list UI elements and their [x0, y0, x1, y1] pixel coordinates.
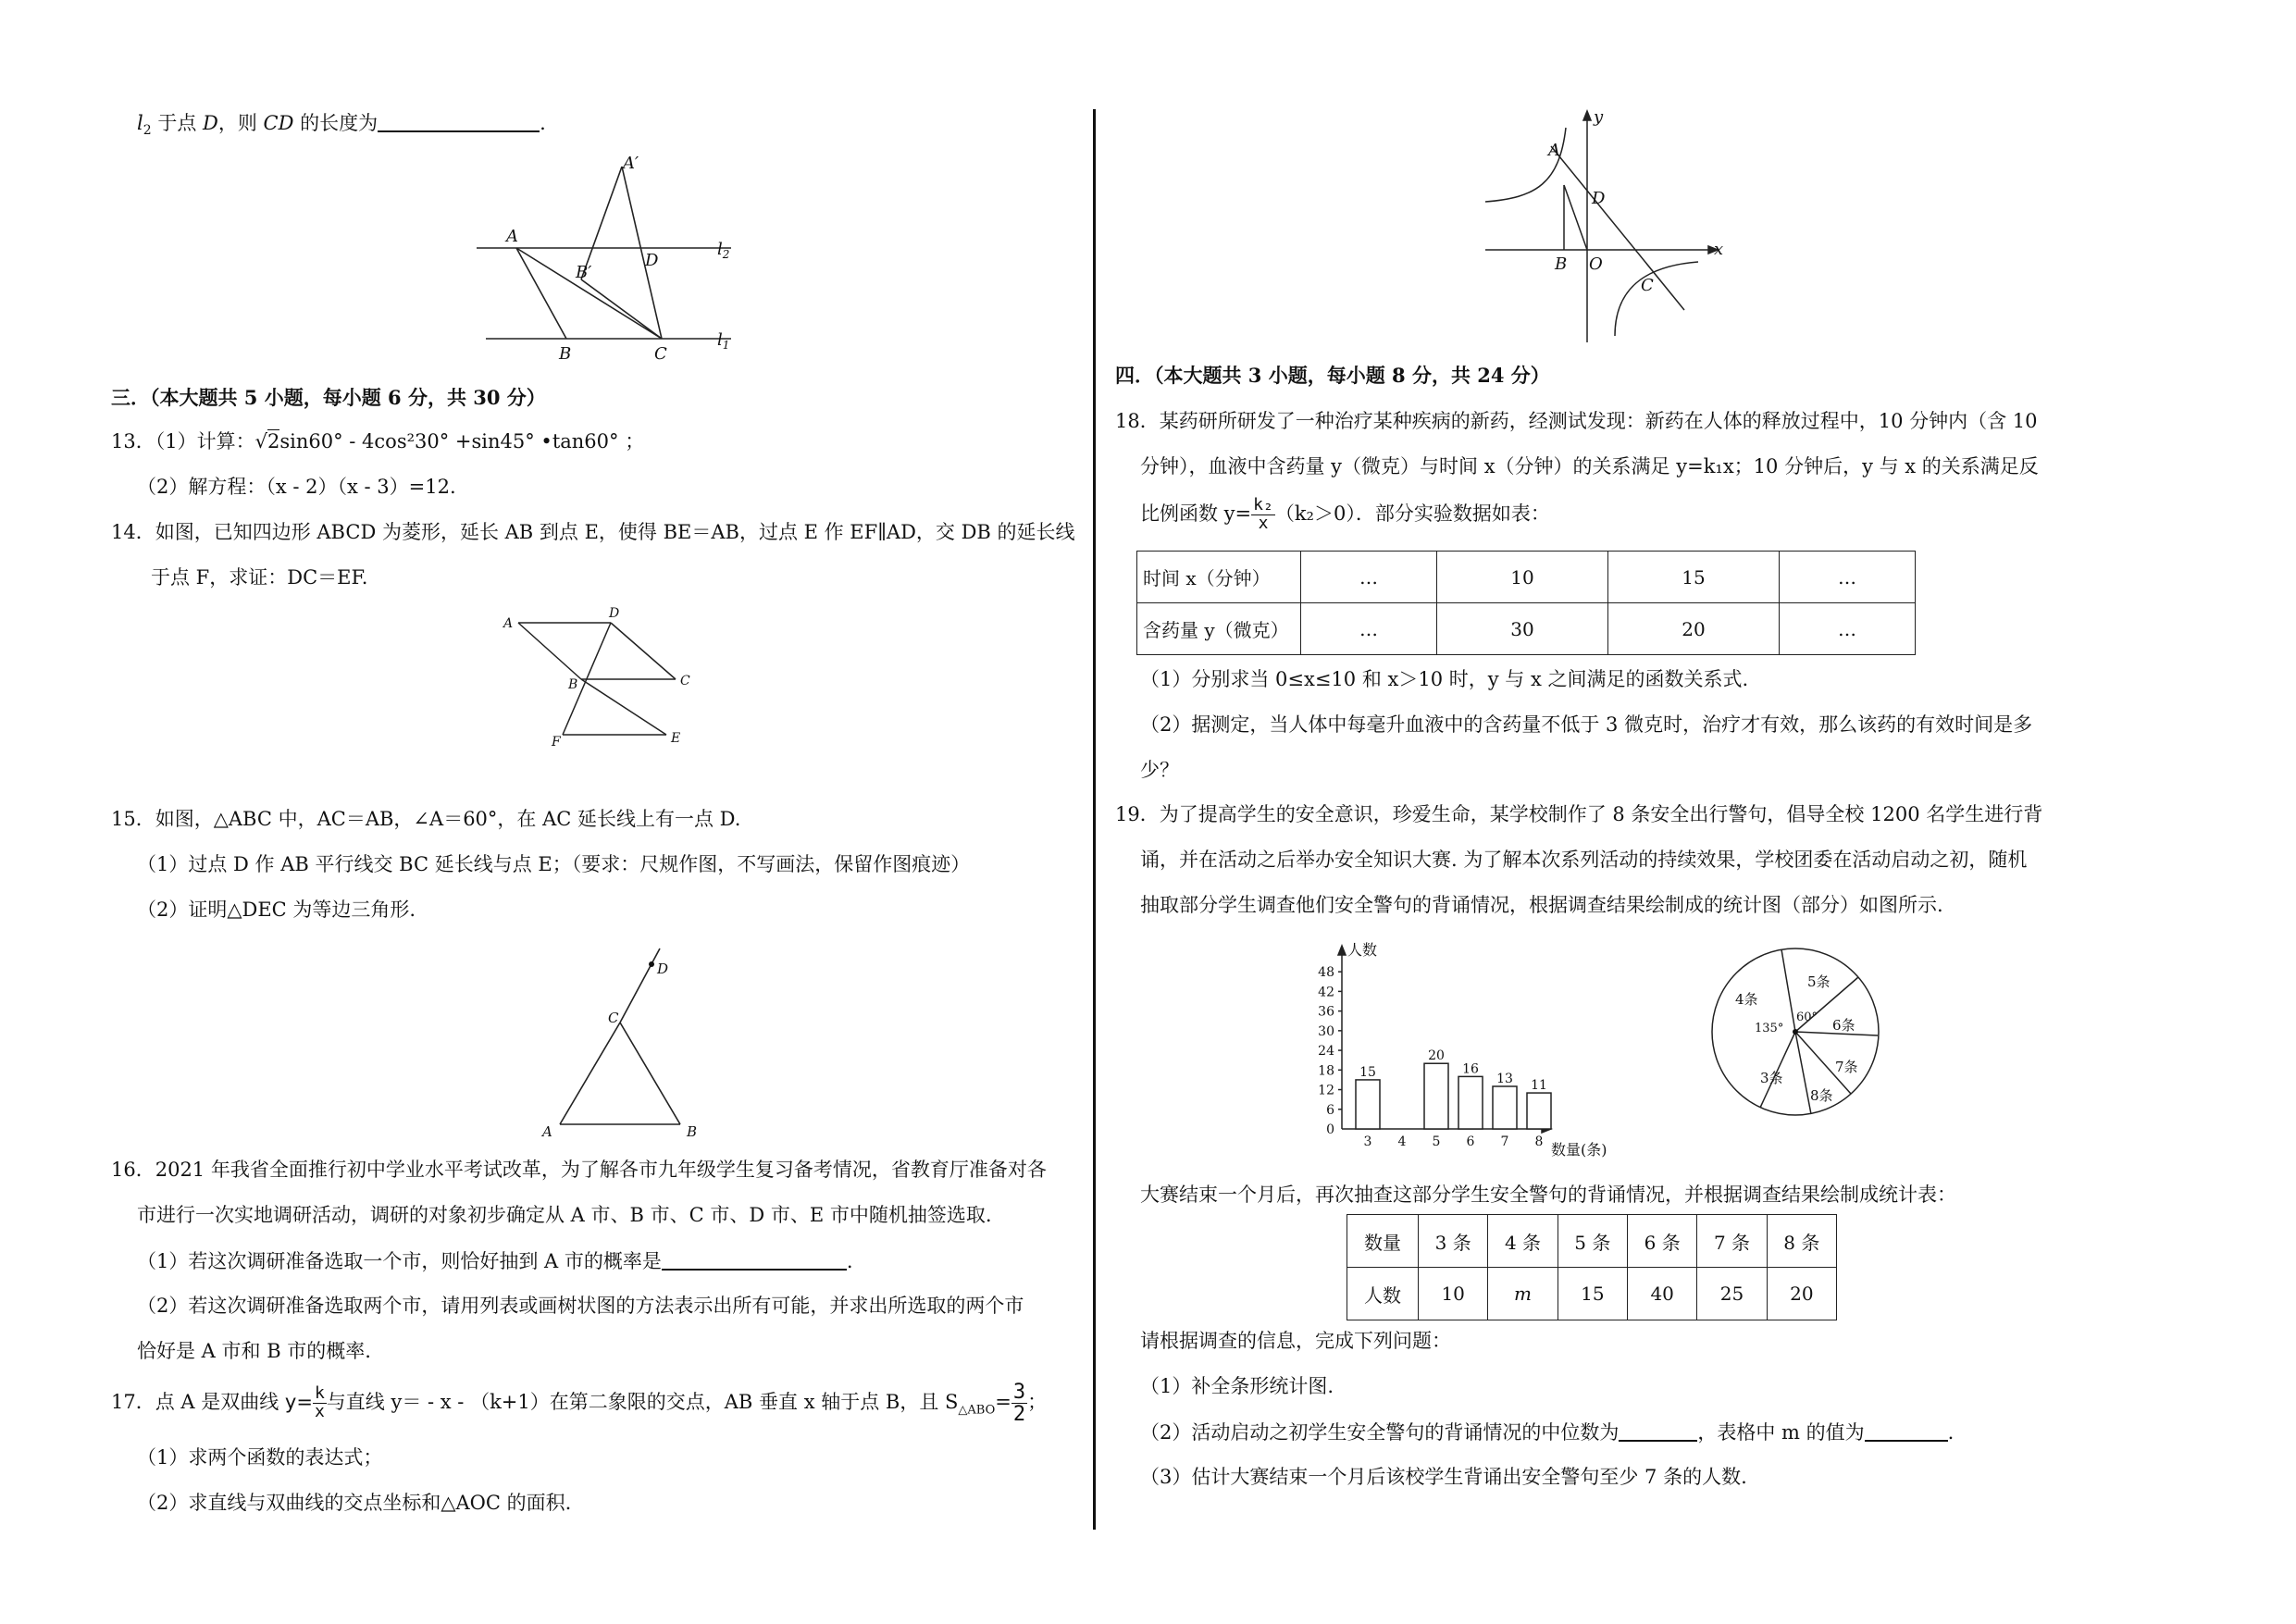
q19-after-chart: 大赛结束一个月后，再次抽查这部分学生安全警句的背诵情况，并根据调查结果绘制成统计表： [1140, 1184, 1956, 1206]
fraction-k-over-x: $\frac{k}{x}$ [314, 1383, 325, 1422]
bar [1356, 1080, 1380, 1129]
svg-text:A: A [506, 227, 518, 246]
q12-tail: $l_2$ 于点 D，则 CD 的长度为 . [137, 112, 546, 139]
pie-label-7: 7条 [1835, 1059, 1858, 1075]
svg-text:D: D [645, 251, 659, 270]
svg-text:D: D [657, 961, 669, 977]
q18-part2-line1: （2）据测定，当人体中每毫升血液中的含药量不低于 3 微克时，治疗才有效，那么该药的有效时间是多 [1140, 713, 2033, 736]
q19-part2: （2）活动启动之初学生安全警句的背诵情况的中位数为 ，表格中 m 的值为 . [1140, 1421, 1955, 1444]
x-tick-label: 8 [1534, 1134, 1544, 1149]
svg-text:B′: B′ [576, 263, 592, 282]
svg-text:F: F [552, 735, 561, 750]
q18-line2: 分钟），血液中含药量 y（微克）与时间 x（分钟）的关系满足 y=k₁x；10 分钟后，y 与 x 的关系满足反 [1140, 455, 2039, 477]
figure-q15 [537, 939, 722, 1138]
q15-part1: （1）过点 D 作 AB 平行线交 BC 延长线与点 E；（要求：尺规作图，不写画法，保留作图痕迹） [137, 853, 971, 875]
q19-instructions: 请根据调查的信息，完成下列问题： [1140, 1330, 1451, 1352]
sqrt-symbol: √ [254, 430, 267, 452]
answer-blank-12[interactable] [378, 111, 540, 132]
table-row: 时间 x（分钟） … 10 15 … [1137, 552, 1916, 603]
svg-text:A: A [542, 1123, 552, 1140]
figure-q14 [500, 601, 713, 750]
q18-data-table [1136, 551, 1916, 655]
q18-line1: 18．某药研所研发了一种治疗某种疾病的新药，经测试发现：新药在人体的释放过程中，10 分钟内（含 10 [1115, 410, 2038, 432]
svg-text:y: y [1594, 107, 1604, 127]
y-axis-arrow-icon [1338, 946, 1346, 955]
svg-text:D: D [1592, 189, 1606, 208]
q19-part3: （3）估计大赛结束一个月后该校学生背诵出安全警句至少 7 条的人数. [1140, 1466, 1747, 1488]
point-d [649, 961, 654, 967]
figure-q17 [1481, 109, 1731, 345]
pie-angle-60: 60° [1796, 1010, 1818, 1024]
table-row: 含药量 y（微克） … 30 20 … [1137, 603, 1916, 655]
y-tick-label: 12 [1318, 1083, 1334, 1098]
svg-text:B: B [559, 344, 572, 364]
pie-label-4: 4条 [1735, 991, 1758, 1008]
svg-text:A: A [1548, 141, 1560, 160]
svg-text:x: x [1714, 240, 1724, 259]
svg-text:l2: $l_2$ [717, 240, 730, 261]
y-tick-label: 18 [1318, 1063, 1334, 1079]
x-axis-label: 数量(条) [1551, 1141, 1607, 1159]
x-tick-label: 5 [1432, 1134, 1441, 1149]
bar-value-label: 11 [1531, 1078, 1547, 1094]
q16-part2-line2: 恰好是 A 市和 B 市的概率. [137, 1340, 371, 1362]
x-tick-label: 3 [1363, 1134, 1372, 1149]
svg-text:B: B [1555, 254, 1568, 274]
pie-label-6: 6条 [1832, 1017, 1855, 1034]
svg-text:C: C [608, 1010, 619, 1026]
q15-part2: （2）证明△DEC 为等边三角形. [137, 899, 416, 921]
pie-label-3: 3条 [1760, 1070, 1783, 1086]
pie-angle-135: 135° [1755, 1022, 1784, 1035]
q19-part1: （1）补全条形统计图. [1140, 1375, 1334, 1397]
svg-text:B: B [687, 1123, 698, 1140]
q16-line1: 16．2021 年我省全面推行初中学业水平考试改革，为了解各市九年级学生复习备考情况，省教育厅准备对各 [111, 1159, 1047, 1181]
y-tick-label: 48 [1318, 965, 1334, 981]
svg-text:l1: $l_1$ [717, 330, 730, 352]
bar [1424, 1063, 1448, 1129]
bar-value-label: 20 [1428, 1048, 1445, 1064]
q17-stem: 17．点 A 是双曲线 y= $\frac{k}{x}$ 与直线 y＝ - x - （k+1）在第二象限的交点，AB 垂直 x 轴于点 B，且 $S_{\triangle ABO}=$ $\frac{3}{2}$ ； [111, 1381, 1048, 1427]
q18-part2-line2: 少？ [1140, 759, 1179, 781]
q19-line2: 诵，并在活动之后举办安全知识大赛. 为了解本次系列活动的持续效果，学校团委在活动启动之初，随机 [1140, 849, 2028, 871]
answer-blank-median[interactable] [1619, 1420, 1697, 1442]
y-tick-label: 6 [1326, 1102, 1334, 1118]
svg-text:A: A [503, 616, 514, 631]
bar [1458, 1076, 1483, 1129]
svg-text:D: D [609, 606, 620, 621]
table-row: 数量 3 条 4 条 5 条 6 条 7 条 8 条 [1347, 1215, 1837, 1268]
pie-center [1793, 1029, 1798, 1035]
svg-text:E: E [671, 731, 681, 746]
svg-text:A′: A′ [623, 154, 639, 173]
svg-text:B: B [568, 677, 578, 692]
svg-text:C: C [680, 674, 690, 688]
q19-line3: 抽取部分学生调查他们安全警句的背诵情况，根据调查结果绘制成的统计图（部分）如图所示. [1140, 894, 1943, 916]
q15-line1: 15．如图，△ABC 中，AC＝AB，∠A＝60°，在 AC 延长线上有一点 D. [111, 808, 741, 830]
q16-part1: （1）若这次调研准备选取一个市，则恰好抽到 A 市的概率是 . [137, 1250, 853, 1272]
x-tick-label: 6 [1466, 1134, 1475, 1149]
q17-part1: （1）求两个函数的表达式； [137, 1446, 383, 1469]
bar-value-label: 15 [1359, 1064, 1376, 1080]
bar [1527, 1093, 1551, 1129]
q19-line1: 19．为了提高学生的安全意识，珍爱生命，某学校制作了 8 条安全出行警句，倡导全校 1200 名学生进行背 [1115, 803, 2043, 825]
q13-part2: （2）解方程：（x - 2）（x - 3）=12. [137, 476, 456, 498]
section-4-heading: 四．（本大题共 3 小题，每小题 8 分，共 24 分） [1115, 364, 1550, 387]
q17-part2: （2）求直线与双曲线的交点坐标和△AOC 的面积. [137, 1492, 572, 1514]
y-tick-label: 0 [1326, 1122, 1334, 1137]
pie-label-5: 5条 [1807, 973, 1831, 990]
q16-line2: 市进行一次实地调研活动，调研的对象初步确定从 A 市、B 市、C 市、D 市、E 市中随机抽签选取. [137, 1204, 992, 1226]
answer-blank-16[interactable] [662, 1249, 847, 1271]
figure-q12 [463, 148, 759, 370]
answer-blank-m[interactable] [1865, 1420, 1948, 1442]
q13-part1: 13．（1）计算：√2sin60° - 4cos²30° +sin45° •tan60° ； [111, 430, 645, 452]
svg-text:O: O [1589, 254, 1603, 274]
pie-label-8: 8条 [1810, 1087, 1833, 1104]
bar-chart [1314, 935, 1610, 1161]
q14-line1: 14．如图，已知四边形 ABCD 为菱形，延长 AB 到点 E，使得 BE＝AB，过点 E 作 EF∥AD，交 DB 的延长线 [111, 521, 1075, 543]
q16-part2-line1: （2）若这次调研准备选取两个市，请用列表或画树状图的方法表示出所有可能，并求出所选取的两个市 [137, 1295, 1024, 1317]
pie-chart [1703, 939, 1888, 1124]
column-divider [1093, 109, 1096, 1530]
y-tick-label: 42 [1318, 985, 1334, 1000]
bar-value-label: 13 [1496, 1072, 1513, 1086]
fraction-k2-over-x: $\frac{\text{k₂}}{x}$ [1253, 495, 1273, 533]
svg-text:C: C [1641, 276, 1654, 295]
q14-line2: 于点 F，求证：DC＝EF. [151, 566, 368, 589]
y-tick-label: 30 [1318, 1023, 1334, 1039]
bar [1493, 1086, 1517, 1129]
y-axis-label: 人数 [1347, 941, 1378, 959]
q18-line3: 比例函数 y= $\frac{\text{k₂}}{x}$ （k₂＞0）．部分实验数据如表： [1140, 495, 1550, 533]
fraction-3-over-2: $\frac{3}{2}$ [1012, 1381, 1026, 1427]
q18-part1: （1）分别求当 0≤x≤10 和 x＞10 时，y 与 x 之间满足的函数关系式. [1140, 668, 1749, 690]
table-row: 人数 10 m 15 40 25 20 [1347, 1268, 1837, 1320]
q19-stats-table [1347, 1214, 1837, 1320]
x-tick-label: 4 [1397, 1134, 1407, 1149]
bar-value-label: 16 [1462, 1061, 1479, 1077]
y-tick-label: 24 [1318, 1044, 1334, 1060]
section-3-heading: 三．（本大题共 5 小题，每小题 6 分，共 30 分） [111, 386, 546, 409]
x-tick-label: 7 [1500, 1134, 1509, 1149]
svg-text:C: C [654, 344, 667, 364]
y-tick-label: 36 [1318, 1004, 1334, 1020]
